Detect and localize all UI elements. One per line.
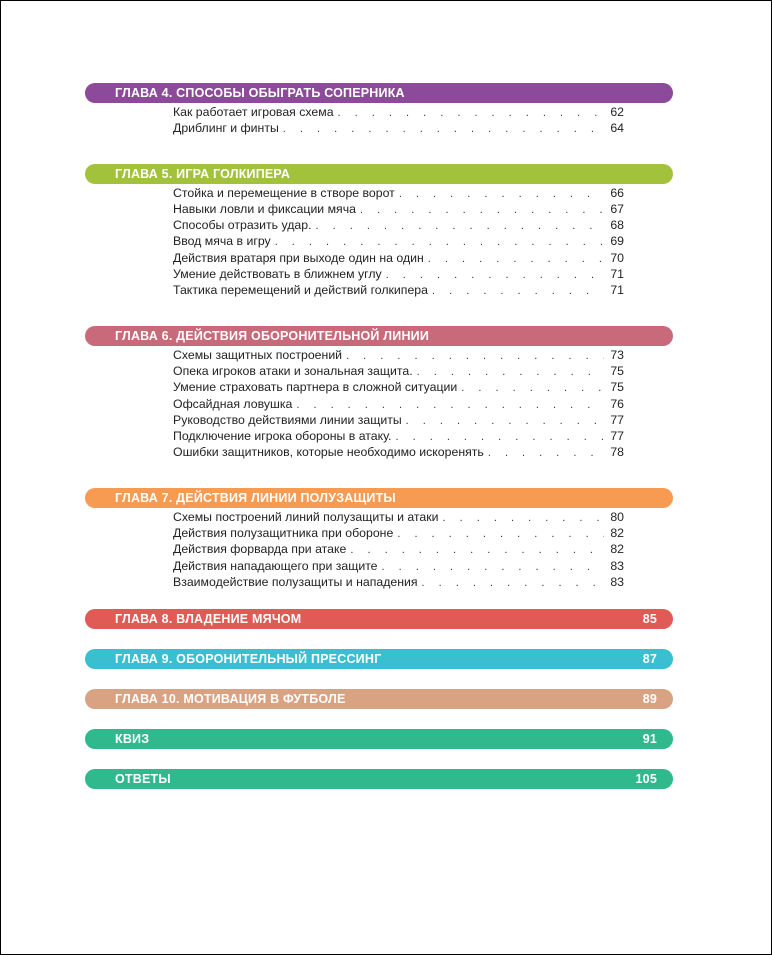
toc-entry[interactable]	[173, 202, 624, 218]
toc-entry-page: 75	[610, 380, 624, 395]
dot-leader	[406, 415, 604, 427]
chapter-9-bar[interactable]	[85, 649, 673, 669]
toc-entry-page: 82	[610, 526, 624, 541]
toc-entry-page: 62	[610, 105, 624, 119]
dot-leader	[417, 366, 604, 378]
toc-entry[interactable]	[173, 283, 624, 299]
toc-entry[interactable]	[173, 267, 624, 283]
chapter-7-bar[interactable]	[85, 488, 673, 508]
toc-entry[interactable]	[173, 251, 624, 267]
toc-entry-title: Схемы построений линий полузащиты и атаки	[173, 509, 439, 524]
table-of-contents	[85, 83, 673, 789]
toc-entry[interactable]	[173, 559, 624, 575]
dot-leader	[386, 269, 604, 281]
quiz-bar[interactable]	[85, 729, 673, 749]
dot-leader	[283, 123, 604, 135]
toc-entry-page: 69	[610, 234, 624, 249]
toc-entry[interactable]	[173, 429, 624, 445]
chapter-7-title: ГЛАВА 7. ДЕЙСТВИЯ ЛИНИИ ПОЛУЗАЩИТЫ	[115, 490, 396, 505]
chapter-6-bar[interactable]	[85, 326, 673, 346]
toc-entry-page: 66	[610, 185, 624, 200]
toc-entry[interactable]	[173, 397, 624, 413]
toc-entry-title: Как работает игровая схема	[173, 105, 334, 119]
chapter-4-bar[interactable]	[85, 83, 673, 103]
toc-entry-title: Ошибки защитников, которые необходимо искоренять	[173, 445, 484, 460]
chapter-6-entries	[173, 348, 624, 462]
toc-entry-page: 77	[610, 429, 624, 444]
chapter-10-title: ГЛАВА 10. МОТИВАЦИЯ В ФУТБОЛЕ	[115, 692, 346, 707]
toc-entry-page: 68	[610, 218, 624, 233]
toc-entry-page: 80	[610, 509, 624, 524]
toc-entry[interactable]	[173, 234, 624, 250]
toc-entry[interactable]	[173, 526, 624, 542]
toc-entry[interactable]	[173, 364, 624, 380]
chapter-8	[85, 609, 673, 629]
toc-entry-title: Действия форварда при атаке	[173, 542, 347, 557]
chapter-6-title: ГЛАВА 6. ДЕЙСТВИЯ ОБОРОНИТЕЛЬНОЙ ЛИНИИ	[115, 328, 430, 343]
toc-entry-title: Навыки ловли и фиксации мяча	[173, 201, 356, 216]
dot-leader	[360, 204, 604, 216]
toc-entry[interactable]	[173, 445, 624, 461]
dot-leader	[432, 285, 604, 297]
toc-entry-title: Руководство действиями линии защиты	[173, 412, 402, 427]
dot-leader	[316, 220, 604, 232]
dot-leader	[382, 561, 604, 573]
chapter-5-title: ГЛАВА 5. ИГРА ГОЛКИПЕРА	[115, 166, 291, 181]
toc-entry-page: 71	[610, 267, 624, 282]
chapter-5-bar[interactable]	[85, 164, 673, 184]
toc-entry[interactable]	[173, 121, 624, 137]
toc-entry-page: 70	[610, 250, 624, 265]
dot-leader	[296, 399, 604, 411]
quiz-section	[85, 729, 673, 749]
dot-leader	[399, 188, 604, 200]
chapter-4-entries	[173, 105, 624, 138]
answers-title: ОТВЕТЫ	[115, 772, 171, 787]
dot-leader	[275, 236, 604, 248]
dot-leader	[443, 512, 604, 524]
toc-entry-title: Опека игроков атаки и зональная защита.	[173, 363, 413, 378]
toc-entry-page: 82	[610, 542, 624, 557]
chapter-4-title: ГЛАВА 4. СПОСОБЫ ОБЫГРАТЬ СОПЕРНИКА	[115, 86, 405, 100]
dot-leader	[395, 431, 604, 443]
toc-entry-page: 71	[610, 283, 624, 298]
quiz-title: КВИЗ	[115, 732, 150, 747]
chapter-7-entries	[173, 510, 624, 591]
chapter-9-title: ГЛАВА 9. ОБОРОНИТЕЛЬНЫЙ ПРЕССИНГ	[115, 652, 382, 667]
chapter-4	[85, 83, 673, 138]
toc-entry-page: 77	[610, 412, 624, 427]
toc-entry-page: 73	[610, 347, 624, 362]
toc-entry[interactable]	[173, 218, 624, 234]
chapter-6	[85, 326, 673, 462]
chapter-5	[85, 164, 673, 300]
chapter-5-entries	[173, 186, 624, 300]
dot-leader	[488, 447, 604, 459]
toc-entry-title: Ввод мяча в игру	[173, 234, 271, 249]
chapter-9-page: 87	[642, 652, 657, 667]
dot-leader	[428, 253, 604, 265]
toc-entry-title: Действия вратаря при выходе один на один	[173, 250, 424, 265]
chapter-10	[85, 689, 673, 709]
dot-leader	[461, 382, 604, 394]
toc-entry-page: 67	[610, 201, 624, 216]
chapter-8-page: 85	[642, 612, 657, 627]
toc-entry-title: Действия полузащитника при обороне	[173, 526, 394, 541]
chapter-8-title: ГЛАВА 8. ВЛАДЕНИЕ МЯЧОМ	[115, 612, 302, 627]
toc-entry[interactable]	[173, 380, 624, 396]
toc-entry-title: Стойка и перемещение в створе ворот	[173, 185, 395, 200]
answers-bar[interactable]	[85, 769, 673, 789]
toc-entry-title: Дриблинг и финты	[173, 121, 279, 136]
dot-leader	[397, 528, 604, 540]
chapter-8-bar[interactable]	[85, 609, 673, 629]
toc-entry[interactable]	[173, 510, 624, 526]
toc-entry-page: 78	[610, 445, 624, 460]
answers-section	[85, 769, 673, 789]
toc-entry-title: Тактика перемещений и действий голкипера	[173, 283, 428, 298]
dot-leader	[422, 577, 604, 589]
chapter-10-bar[interactable]	[85, 689, 673, 709]
toc-entry[interactable]	[173, 575, 624, 591]
dot-leader	[350, 544, 604, 556]
toc-entry-title: Умение действовать в ближнем углу	[173, 267, 382, 282]
toc-entry[interactable]	[173, 186, 624, 202]
toc-entry-title: Действия нападающего при защите	[173, 558, 378, 573]
toc-entry-page: 64	[610, 121, 624, 136]
toc-entry-title: Взаимодействие полузащиты и нападения	[173, 574, 418, 589]
toc-entry-title: Умение страховать партнера в сложной ситуации	[173, 380, 458, 395]
toc-entry[interactable]	[173, 413, 624, 429]
toc-entry-page: 76	[610, 396, 624, 411]
toc-entry[interactable]	[173, 348, 624, 364]
toc-entry-page: 83	[610, 558, 624, 573]
toc-entry-title: Способы отразить удар.	[173, 218, 312, 233]
toc-entry-title: Офсайдная ловушка	[173, 396, 293, 411]
chapter-9	[85, 649, 673, 669]
dot-leader	[338, 107, 604, 119]
toc-entry-page: 75	[610, 363, 624, 378]
toc-entry-page: 83	[610, 574, 624, 589]
toc-entry-title: Схемы защитных построений	[173, 347, 343, 362]
toc-entry[interactable]	[173, 105, 624, 121]
chapter-10-page: 89	[642, 692, 657, 707]
toc-entry[interactable]	[173, 542, 624, 558]
quiz-page: 91	[642, 732, 657, 747]
dot-leader	[346, 350, 604, 362]
answers-page: 105	[635, 772, 657, 787]
chapter-7	[85, 488, 673, 591]
toc-entry-title: Подключение игрока обороны в атаку.	[173, 429, 392, 444]
